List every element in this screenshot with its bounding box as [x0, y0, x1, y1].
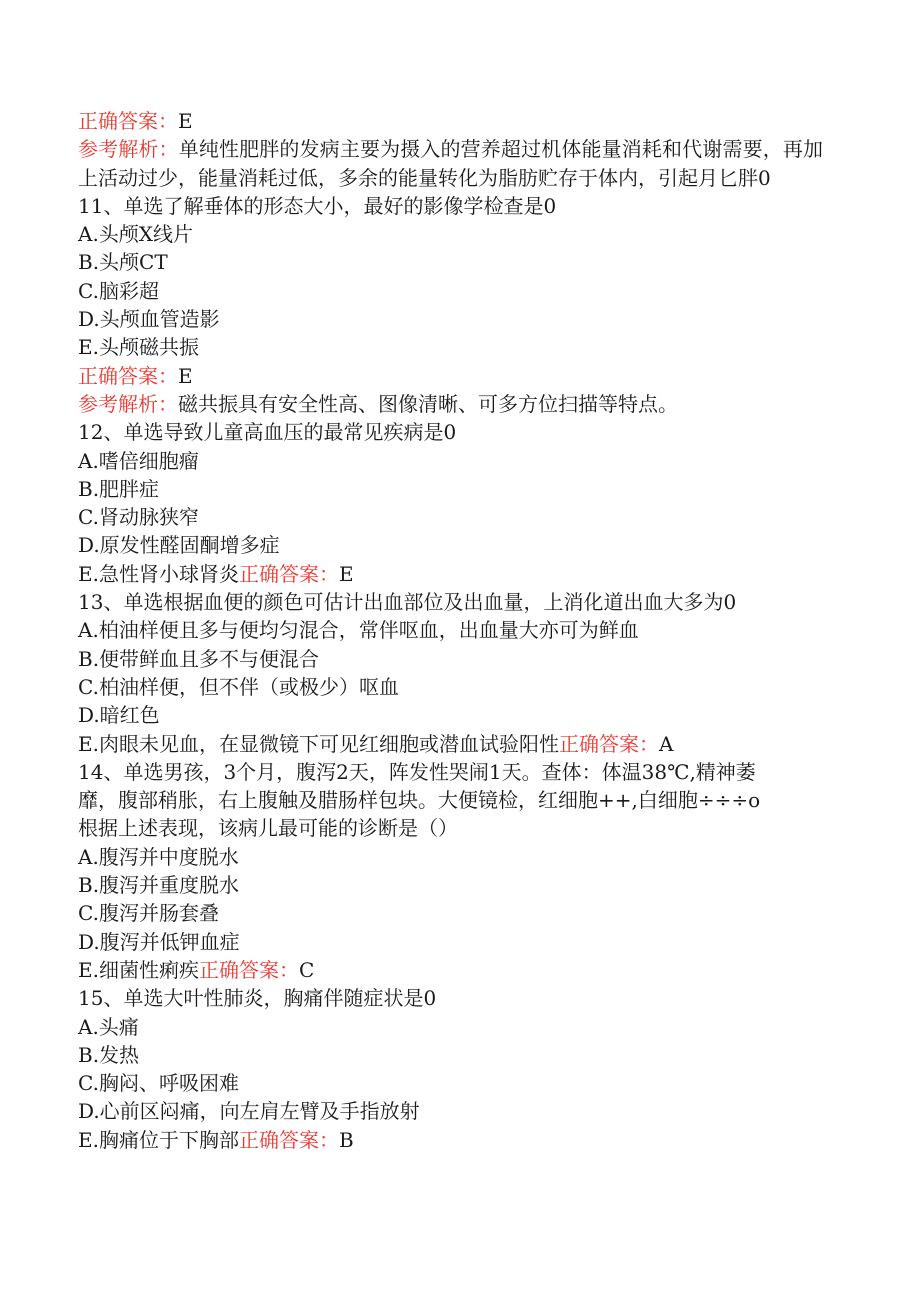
answer-label: 正确答案： [198, 957, 299, 982]
option-c: C.肾动脉狭窄 [78, 505, 199, 530]
analysis-line [78, 390, 823, 418]
answer-value: A [658, 731, 674, 756]
option-a: A.嗜倍细胞瘤 [78, 448, 199, 473]
option-c: C.脑彩超 [78, 278, 159, 303]
option-c: C.胸闷、呼吸困难 [78, 1071, 239, 1096]
option-d: D.暗红色 [78, 703, 160, 728]
question-stem: 11、单选了解垂体的形态大小，最好的影像学检查是0 [78, 193, 557, 218]
option-b: B.发热 [78, 1042, 140, 1067]
option-a: A.头痛 [78, 1014, 139, 1039]
option-e-with-answer [78, 730, 823, 758]
option-e-with-answer [78, 1126, 823, 1154]
option-c: C.柏油样便，但不伴（或极少）呕血 [78, 674, 399, 699]
question-stem: 12、单选导致儿童高血压的最常见疾病是0 [78, 420, 457, 445]
option-d: D.原发性醛固酮增多症 [78, 533, 280, 558]
option-b: B.腹泻并重度脱水 [78, 873, 240, 898]
option-e-with-answer [78, 560, 823, 588]
answer-label: 正确答案： [78, 363, 178, 388]
option-e-with-answer [78, 956, 823, 984]
option-a: A.腹泻并中度脱水 [78, 844, 239, 869]
analysis-text: 磁共振具有安全性高、图像清晰、可多方位扫描等特点。 [178, 391, 678, 416]
answer-label: 正确答案： [558, 731, 659, 756]
option-d: D.心前区闷痛，向左肩左臂及手指放射 [78, 1099, 420, 1124]
answer-label: 正确答案： [238, 1127, 339, 1152]
answer-line [78, 107, 823, 135]
answer-value: E [178, 363, 193, 388]
option-e: E.胸痛位于下胸部 [78, 1127, 239, 1152]
option-c: C.腹泻并肠套叠 [78, 901, 219, 926]
option-b: B.头颅CT [78, 250, 168, 275]
option-b: B.便带鲜血且多不与便混合 [78, 646, 320, 671]
analysis-label: 参考解析： [78, 137, 179, 162]
question-stem-line-3: 根据上述表现，该病儿最可能的诊断是（） [78, 816, 458, 841]
answer-label: 正确答案： [238, 561, 339, 586]
analysis-label: 参考解析： [78, 391, 178, 416]
answer-value: C [298, 957, 315, 982]
option-e: E.头颅磁共振 [78, 335, 199, 360]
option-e: E.急性肾小球肾炎 [78, 561, 239, 586]
option-d: D.头颅血管造影 [78, 307, 220, 332]
answer-value: B [338, 1127, 354, 1152]
document-page [78, 107, 823, 1154]
option-e: E.肉眼未见血，在显微镜下可见红细胞或潜血试验阳性 [78, 731, 559, 756]
question-stem: 15、单选大叶性肺炎，胸痛伴随症状是0 [78, 986, 437, 1011]
answer-value: E [178, 109, 193, 133]
option-b: B.肥胖症 [78, 476, 160, 501]
answer-line [78, 362, 823, 390]
question-stem-line-1: 14、单选男孩，3个月，腹泻2天，阵发性哭闹1天。查体：体温38℃,精神萎 [78, 759, 756, 784]
option-a: A.头颅X线片 [78, 222, 194, 247]
analysis-paragraph [78, 135, 823, 192]
analysis-text: 单纯性肥胖的发病主要为摄入的营养超过机体能量消耗和代谢需要，再加上活动过少，能量消耗过低，多余的能量转化为脂肪贮存于体内，引起月匕胖0 [78, 137, 824, 190]
question-stem: 13、单选根据血便的颜色可估计出血部位及出血量，上消化道出血大多为0 [78, 590, 737, 615]
option-a: A.柏油样便且多与便均匀混合，常伴呕血，出血量大亦可为鲜血 [78, 618, 639, 643]
answer-label: 正确答案： [78, 109, 178, 133]
option-d: D.腹泻并低钾血症 [78, 929, 240, 954]
answer-value: E [338, 561, 354, 586]
option-e: E.细菌性痢疾 [78, 957, 199, 982]
question-stem-line-2: 靡，腹部稍胀，右上腹触及腊肠样包块。大便镜检，红细胞++,白细胞÷÷÷o [78, 788, 761, 813]
